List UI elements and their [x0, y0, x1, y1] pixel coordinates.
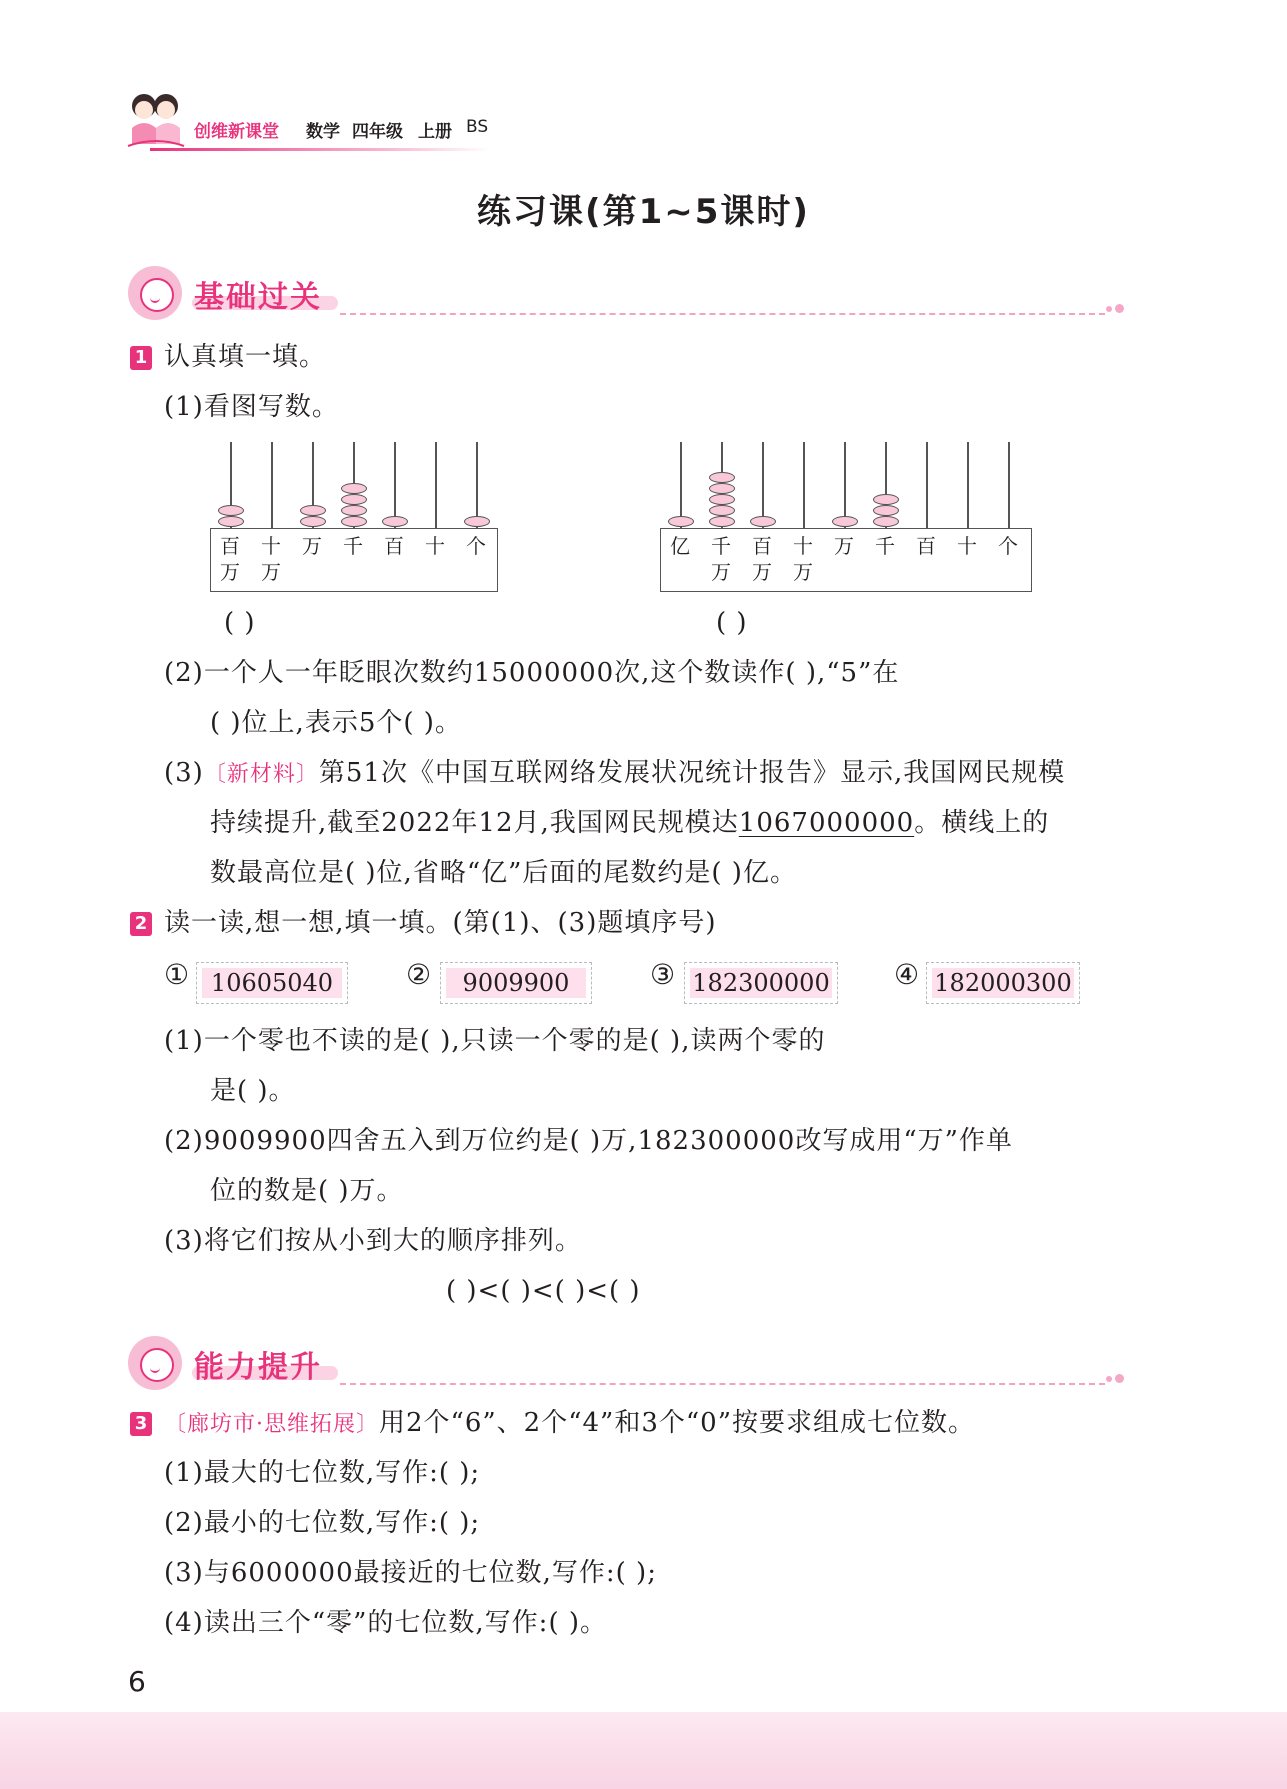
- q3-part2: (2)最小的七位数,写作:( );: [164, 1508, 481, 1538]
- abacus-bead: [873, 505, 899, 516]
- question-number: 2: [130, 912, 152, 936]
- q1-part2-line2: ( )位上,表示5个( )。: [210, 708, 462, 738]
- q1-part3-line3: 数最高位是( )位,省略“亿”后面的尾数约是( )亿。: [210, 858, 797, 888]
- q1-part3-underlined-number: 1067000000: [738, 808, 915, 838]
- q2-number-2: 9009900: [446, 968, 586, 998]
- header-edition: BS: [466, 117, 489, 137]
- abacus-rod: [803, 442, 805, 528]
- abacus-right: [660, 442, 1034, 594]
- abacus-right-answer: ( ): [716, 608, 748, 638]
- abacus-bead: [341, 516, 367, 527]
- question-number: 1: [130, 346, 152, 370]
- abacus-place-label: 十: [957, 534, 977, 558]
- q2-mark-4: ④: [894, 958, 920, 991]
- abacus-place-label: 十: [425, 534, 445, 558]
- abacus-place-label: 十: [261, 534, 281, 558]
- question-number: 3: [130, 1412, 152, 1436]
- q2-part2-line1: (2)9009900四舍五入到万位约是( )万,182300000改写成用“万”作单: [164, 1126, 1013, 1156]
- abacus-place-label: 百: [220, 534, 240, 558]
- abacus-bead: [668, 516, 694, 527]
- q3-prompt-line: [164, 1406, 975, 1442]
- abacus-left-answer: ( ): [224, 608, 256, 638]
- abacus-bead: [300, 516, 326, 527]
- q1-part3-line1: [164, 756, 1065, 792]
- abacus-place-label: 亿: [670, 534, 690, 558]
- header-mascot-logo: [126, 88, 186, 150]
- abacus-place-label: 万: [752, 560, 772, 584]
- abacus-bead: [709, 494, 735, 505]
- abacus-bead: [300, 505, 326, 516]
- abacus-rod: [1008, 442, 1010, 528]
- abacus-bead: [382, 516, 408, 527]
- q2-number-4: 182000300: [932, 968, 1074, 998]
- q1-part3-line2: [210, 806, 1049, 840]
- abacus-place-label: 千: [711, 534, 731, 558]
- section-rule: [340, 1383, 1105, 1385]
- q3-part3: (3)与6000000最接近的七位数,写作:( );: [164, 1558, 657, 1588]
- abacus-place-label: 万: [261, 560, 281, 584]
- abacus-place-label: 百: [384, 534, 404, 558]
- q3-prompt: 用2个“6”、2个“4”和3个“0”按要求组成七位数。: [379, 1408, 976, 1438]
- page-number: 6: [128, 1665, 146, 1698]
- abacus-bead: [709, 516, 735, 527]
- q1-prompt: 认真填一填。: [164, 342, 327, 372]
- section-dots-icon: [1106, 1368, 1127, 1387]
- q2-number-box-4: [926, 962, 1080, 1004]
- abacus-bead: [709, 505, 735, 516]
- q2-part1-line1: (1)一个零也不读的是( ),只读一个零的是( ),读两个零的: [164, 1026, 826, 1056]
- q2-number-box-2: [440, 962, 592, 1004]
- q3-part1: (1)最大的七位数,写作:( );: [164, 1458, 481, 1488]
- q2-part2-line2: 位的数是( )万。: [210, 1176, 404, 1206]
- header-volume: 上册: [418, 122, 452, 142]
- abacus-bead: [750, 516, 776, 527]
- section-advanced-title: 能力提升: [194, 1350, 322, 1385]
- q2-mark-2: ②: [406, 958, 432, 991]
- abacus-bead: [832, 516, 858, 527]
- abacus-bead: [341, 505, 367, 516]
- q1-part3-tag: 〔新材料〕: [203, 762, 319, 787]
- abacus-place-label: 十: [793, 534, 813, 558]
- page-title: 练习课(第1~5课时): [477, 192, 810, 232]
- abacus-rod: [926, 442, 928, 528]
- abacus-bead: [709, 472, 735, 483]
- q2-prompt: 读一读,想一想,填一填。(第(1)、(3)题填序号): [164, 908, 717, 938]
- q3-tag: 〔廊坊市·思维拓展〕: [164, 1412, 379, 1437]
- q1-part3-text-2: 持续提升,截至2022年12月,我国网民规模达: [210, 808, 739, 838]
- abacus-rod: [967, 442, 969, 528]
- abacus-place-label: 千: [343, 534, 363, 558]
- q2-part1-line2: 是( )。: [210, 1076, 296, 1106]
- section-mascot-icon: [128, 266, 182, 320]
- abacus-bead: [709, 483, 735, 494]
- abacus-bead: [341, 483, 367, 494]
- q2-number-box-1: [196, 962, 348, 1004]
- abacus-place-label: 万: [220, 560, 240, 584]
- q2-number-box-3: [684, 962, 838, 1004]
- section-basic-title: 基础过关: [194, 280, 322, 315]
- q2-mark-1: ①: [164, 958, 190, 991]
- abacus-place-label: 万: [834, 534, 854, 558]
- abacus-place-label: 万: [302, 534, 322, 558]
- abacus-bead: [873, 494, 899, 505]
- abacus-bead: [218, 505, 244, 516]
- q1-part3-text-3: 。横线上的: [914, 808, 1050, 838]
- abacus-rod: [435, 442, 437, 528]
- abacus-place-label: 个: [998, 534, 1018, 558]
- header-grade: 四年级: [352, 122, 403, 142]
- header-subject: 数学: [306, 122, 340, 142]
- section-dots-icon: [1106, 298, 1127, 317]
- abacus-left: [210, 442, 500, 594]
- abacus-place-label: 百: [916, 534, 936, 558]
- q1-part3-number: (3): [164, 758, 204, 788]
- abacus-bead: [464, 516, 490, 527]
- abacus-place-label: 万: [793, 560, 813, 584]
- abacus-bead: [873, 516, 899, 527]
- footer-band: [0, 1712, 1287, 1789]
- header-rule: [150, 148, 490, 151]
- abacus-place-label: 万: [711, 560, 731, 584]
- q1-part3-text: 第51次《中国互联网络发展状况统计报告》显示,我国网民规模: [318, 758, 1066, 788]
- q3-part4: (4)读出三个“零”的七位数,写作:( )。: [164, 1608, 607, 1638]
- q1-part1: (1)看图写数。: [164, 392, 339, 422]
- section-rule: [340, 313, 1105, 315]
- q2-number-1: 10605040: [202, 968, 342, 998]
- abacus-place-label: 百: [752, 534, 772, 558]
- section-mascot-icon: [128, 1336, 182, 1390]
- q1-part2-line1: (2)一个人一年眨眼次数约15000000次,这个数读作( ),“5”在: [164, 658, 900, 688]
- abacus-bead: [218, 516, 244, 527]
- abacus-bead: [341, 494, 367, 505]
- abacus-rod: [271, 442, 273, 528]
- abacus-place-label: 个: [466, 534, 486, 558]
- q2-number-3: 182300000: [690, 968, 832, 998]
- q2-order-blanks: ( )<( )<( )<( ): [446, 1276, 641, 1306]
- q2-mark-3: ③: [650, 958, 676, 991]
- abacus-place-label: 千: [875, 534, 895, 558]
- q2-part3: (3)将它们按从小到大的顺序排列。: [164, 1226, 582, 1256]
- header-brand: 创维新课堂: [194, 122, 279, 142]
